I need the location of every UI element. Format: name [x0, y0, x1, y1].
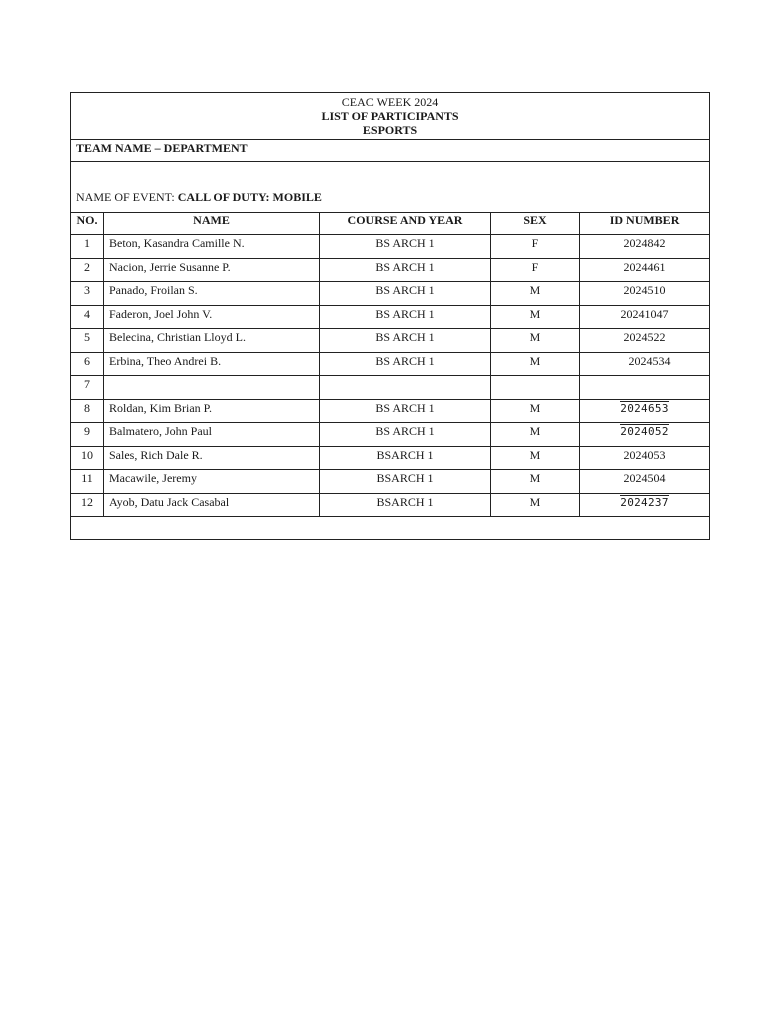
sex: M	[491, 493, 580, 517]
participant-name: Erbina, Theo Andrei B.	[104, 352, 320, 376]
course-year: BSARCH 1	[320, 470, 491, 494]
id-number: 2024504	[580, 470, 710, 494]
list-title: LIST OF PARTICIPANTS	[321, 109, 459, 123]
id-number: 2024053	[580, 446, 710, 470]
course-year: BSARCH 1	[320, 446, 491, 470]
col-header-no: NO.	[71, 213, 104, 235]
id-number-cell	[580, 352, 710, 376]
table-row	[71, 282, 710, 306]
participants-table	[70, 92, 710, 540]
table-row	[71, 352, 710, 376]
id-number-cell	[580, 423, 710, 447]
participant-name: Faderon, Joel John V.	[104, 305, 320, 329]
participant-name: Balmatero, John Paul	[104, 423, 320, 447]
table-row	[71, 235, 710, 259]
table-row	[71, 376, 710, 400]
team-row	[71, 140, 710, 162]
participant-name: Ayob, Datu Jack Casabal	[104, 493, 320, 517]
participant-name	[104, 376, 320, 400]
participant-name: Panado, Froilan S.	[104, 282, 320, 306]
sex: M	[491, 470, 580, 494]
row-number: 5	[71, 329, 104, 353]
sex: M	[491, 329, 580, 353]
participant-name: Belecina, Christian Lloyd L.	[104, 329, 320, 353]
table-row	[71, 493, 710, 517]
table-footer-row	[71, 517, 710, 540]
course-year: BS ARCH 1	[320, 305, 491, 329]
participant-name: Nacion, Jerrie Susanne P.	[104, 258, 320, 282]
row-number: 12	[71, 493, 104, 517]
course-year: BS ARCH 1	[320, 235, 491, 259]
course-year	[320, 376, 491, 400]
footer-cell	[71, 517, 710, 540]
sex: M	[491, 446, 580, 470]
course-year: BS ARCH 1	[320, 352, 491, 376]
col-header-name: NAME	[104, 213, 320, 235]
sex: M	[491, 352, 580, 376]
course-year: BS ARCH 1	[320, 423, 491, 447]
column-header-row	[71, 213, 710, 235]
sex: M	[491, 282, 580, 306]
sex: M	[491, 305, 580, 329]
participant-name: Sales, Rich Dale R.	[104, 446, 320, 470]
table-row	[71, 305, 710, 329]
participant-name: Macawile, Jeremy	[104, 470, 320, 494]
event-week-title: CEAC WEEK 2024	[341, 95, 439, 109]
row-number: 1	[71, 235, 104, 259]
sex: F	[491, 258, 580, 282]
id-number-cell	[580, 493, 710, 517]
course-year: BS ARCH 1	[320, 329, 491, 353]
row-number: 3	[71, 282, 104, 306]
row-number: 6	[71, 352, 104, 376]
id-number: 2024510	[580, 282, 710, 306]
event-label: NAME OF EVENT:	[76, 190, 178, 204]
id-number: 2024237	[620, 495, 669, 509]
col-header-id: ID NUMBER	[580, 213, 710, 235]
document-header	[71, 93, 710, 140]
sex: M	[491, 423, 580, 447]
sex: F	[491, 235, 580, 259]
course-year: BS ARCH 1	[320, 282, 491, 306]
table-row	[71, 470, 710, 494]
col-header-sex: SEX	[491, 213, 580, 235]
id-number: 2024052	[620, 425, 669, 438]
participant-name: Roldan, Kim Brian P.	[104, 399, 320, 423]
row-number: 4	[71, 305, 104, 329]
sex	[491, 376, 580, 400]
table-row	[71, 329, 710, 353]
table-row	[71, 423, 710, 447]
event-cell	[71, 162, 710, 213]
event-name: CALL OF DUTY: MOBILE	[177, 190, 322, 204]
id-number-cell	[580, 399, 710, 423]
row-number: 8	[71, 399, 104, 423]
course-year: BS ARCH 1	[320, 399, 491, 423]
table-row	[71, 399, 710, 423]
course-year: BSARCH 1	[320, 493, 491, 517]
id-number: 2024461	[580, 258, 710, 282]
row-number: 7	[71, 376, 104, 400]
team-name-label: TEAM NAME – DEPARTMENT	[71, 140, 710, 162]
table-row	[71, 446, 710, 470]
sex: M	[491, 399, 580, 423]
id-number: 2024522	[580, 329, 710, 353]
category-title: ESPORTS	[362, 123, 418, 137]
row-number: 11	[71, 470, 104, 494]
row-number: 10	[71, 446, 104, 470]
table-row	[71, 258, 710, 282]
event-row	[71, 162, 710, 213]
id-number	[580, 376, 710, 400]
id-number: 20241047	[580, 305, 710, 329]
header-cell	[71, 93, 710, 140]
id-number: 2024842	[580, 235, 710, 259]
course-year: BS ARCH 1	[320, 258, 491, 282]
row-number: 2	[71, 258, 104, 282]
row-number: 9	[71, 423, 104, 447]
id-number: 2024534	[628, 353, 671, 368]
id-number: 2024653	[620, 401, 669, 415]
col-header-course: COURSE AND YEAR	[320, 213, 491, 235]
participant-name: Beton, Kasandra Camille N.	[104, 235, 320, 259]
